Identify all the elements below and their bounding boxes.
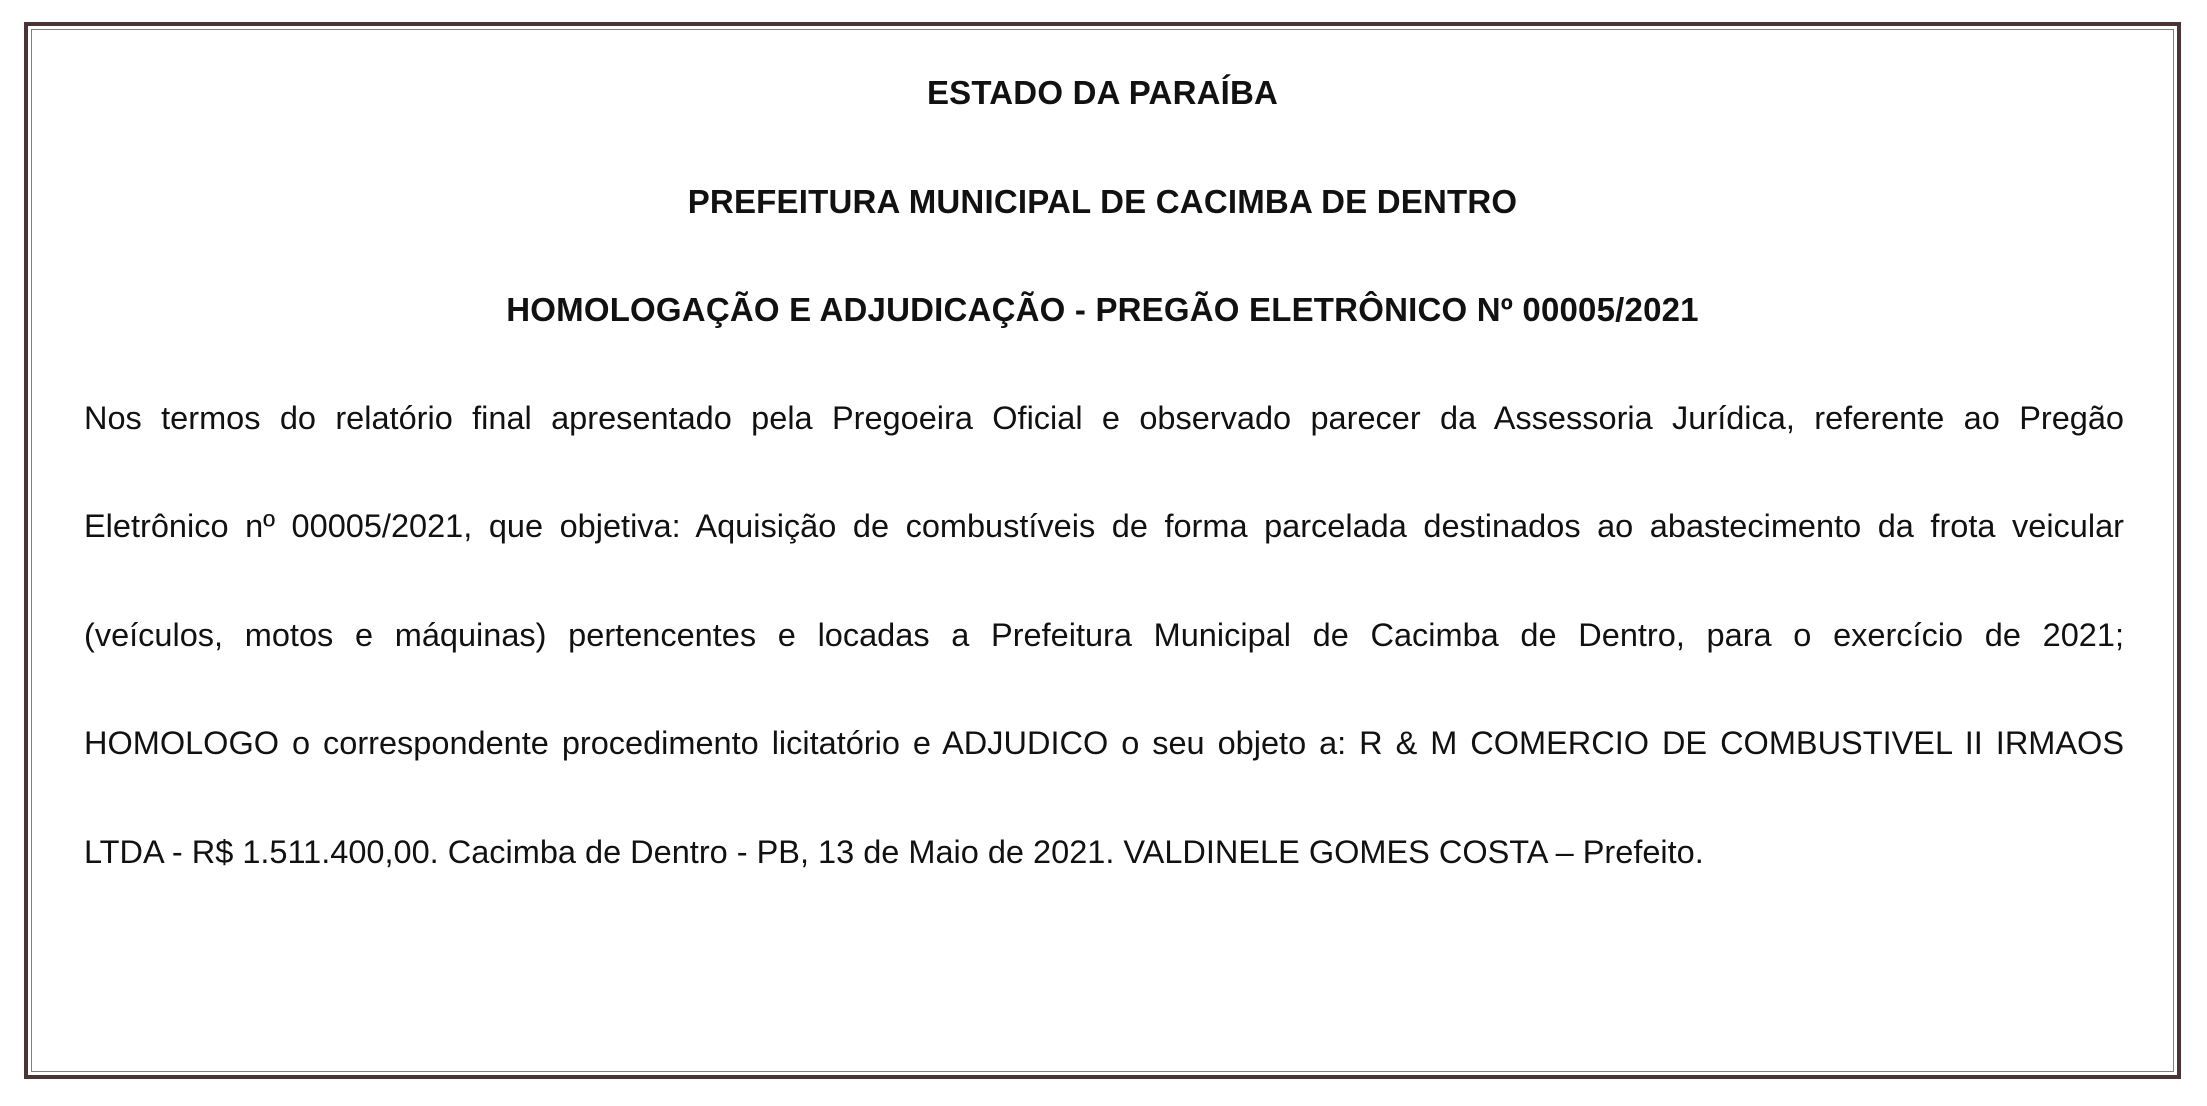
heading-title: HOMOLOGAÇÃO E ADJUDICAÇÃO - PREGÃO ELETRÔNICO Nº 00005/2021 (506, 291, 1699, 328)
document-frame (24, 22, 2181, 1079)
body-line-5: LTDA - R$ 1.511.400,00. Cacimba de Dentro - PB, 13 de Maio de 2021. VALDINELE GOMES COSTA – Prefeito. (84, 834, 1704, 870)
heading-city: PREFEITURA MUNICIPAL DE CACIMBA DE DENTRO (687, 183, 1518, 220)
body-line-4: HOMOLOGO o correspondente procedimento licitatório e ADJUDICO o seu objeto a: R & M COMERCIO DE COMBUSTIVEL II IRMAOS (84, 725, 2124, 761)
heading-state: ESTADO DA PARAÍBA (926, 74, 1279, 111)
body-line-2: Eletrônico nº 00005/2021, que objetiva: Aquisição de combustíveis de forma parcelada destinados ao abastecimento da frota veicular (84, 508, 2124, 544)
body-line-1: Nos termos do relatório final apresentado pela Pregoeira Oficial e observado parecer da Assessoria Jurídica, referente ao Pregão (84, 400, 2124, 436)
body-line-3: (veículos, motos e máquinas) pertencentes e locadas a Prefeitura Municipal de Cacimba de Dentro, para o exercício de 2021; (84, 617, 2124, 653)
